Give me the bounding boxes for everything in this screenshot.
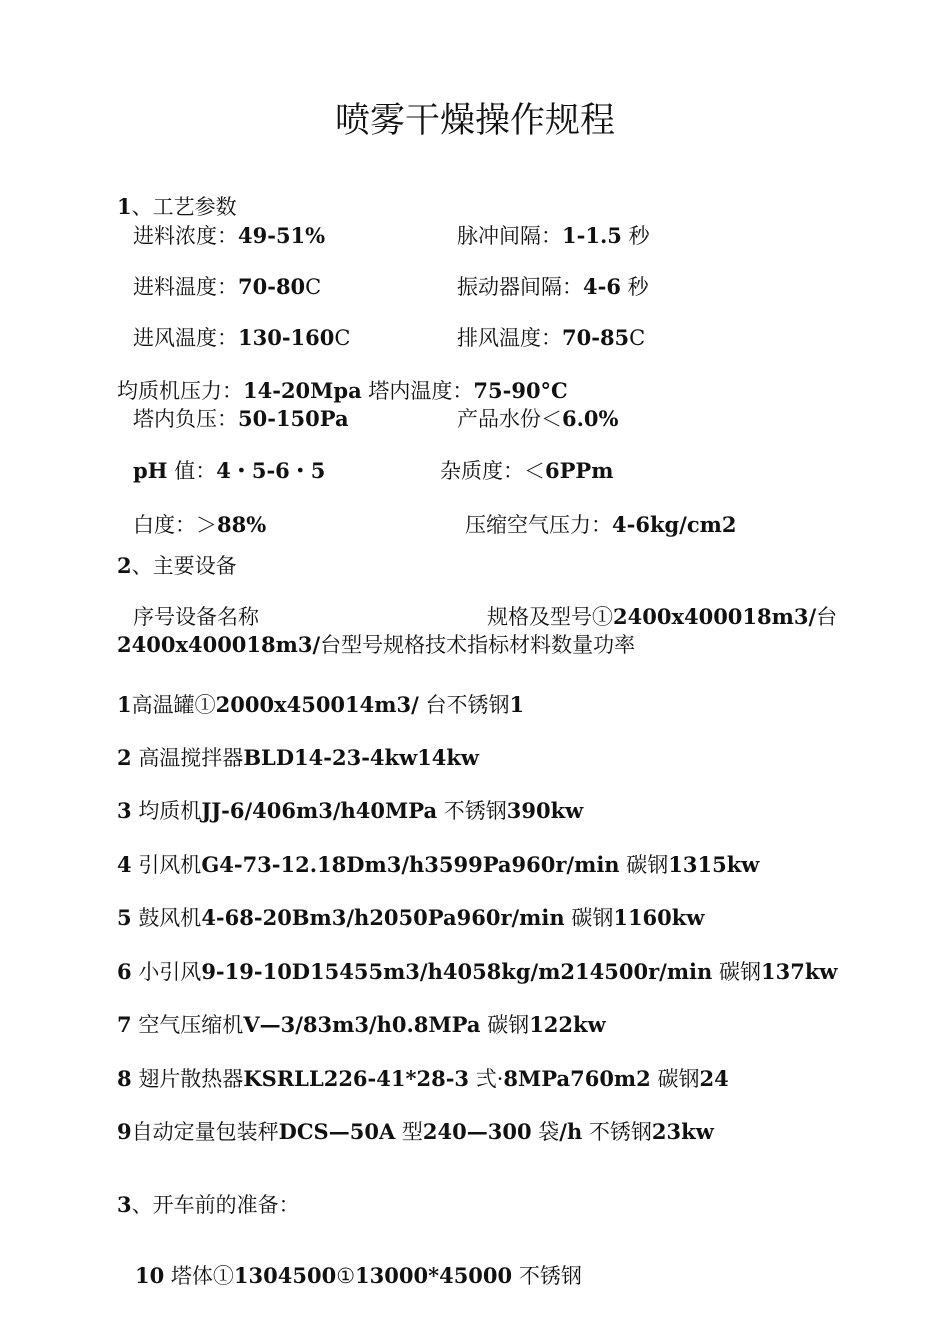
equipment-row	[117, 1118, 714, 1146]
param-label: 振动器间隔：	[457, 275, 583, 299]
param-unit: 秒	[628, 224, 650, 248]
param-value: 1-1.5	[562, 223, 622, 248]
row-text: 塔体①	[170, 1264, 234, 1288]
row-text: 高温罐①	[131, 693, 216, 717]
param-feed-temperature	[133, 273, 321, 301]
row-spec: 240—300	[422, 1119, 532, 1144]
row-spec: 1	[509, 692, 525, 717]
row-text: 型	[401, 1120, 423, 1144]
row-text: 引风机	[138, 853, 202, 877]
row-number: 9	[117, 1119, 132, 1144]
header-text: 规格及型号①	[487, 605, 613, 629]
param-label: 排风温度：	[457, 326, 562, 350]
row-number: 10	[135, 1263, 165, 1288]
param-label: 值：	[174, 459, 217, 483]
param-label: 均质机压力：	[117, 379, 243, 403]
param-feed-concentration	[133, 222, 325, 250]
row-spec: G4-73-12.18Dm3/h3599Pa960r/min	[201, 852, 620, 877]
section-number: 1	[117, 194, 132, 219]
param-unit: C	[629, 326, 646, 350]
param-ph-value	[133, 457, 325, 485]
row-number: 4	[117, 852, 132, 877]
param-unit: C	[305, 275, 322, 299]
param-label: 产品水份＜	[457, 407, 562, 431]
param-exhaust-temperature	[457, 324, 645, 352]
equipment-header-right	[487, 603, 837, 631]
row-text: 翅片散热器	[138, 1067, 244, 1091]
param-value: 70-80	[238, 274, 306, 299]
section-number: 2	[117, 553, 132, 578]
equipment-row	[117, 744, 479, 772]
row-spec: 1315kw	[668, 852, 760, 877]
equipment-header-continued	[117, 631, 635, 659]
row-spec: BLD14-23-4kw14kw	[243, 745, 480, 770]
param-value: 130-160	[238, 325, 335, 350]
param-label: 杂质度：＜	[440, 459, 545, 483]
param-product-moisture	[457, 405, 619, 433]
param-label: 白度：＞	[133, 513, 217, 537]
row-spec: 8MPa760m2	[503, 1066, 651, 1091]
row-text: 空气压缩机	[138, 1013, 244, 1037]
row-text: 小引风	[138, 960, 202, 984]
row-spec: /h	[559, 1119, 583, 1144]
equipment-row	[117, 958, 837, 986]
header-spec: 2400x400018m3/	[613, 604, 817, 629]
row-text: 碳钢	[657, 1067, 700, 1091]
param-value: 6.0%	[562, 406, 619, 431]
param-label: 压缩空气压力：	[465, 513, 612, 537]
row-number: 3	[117, 798, 132, 823]
param-inlet-air-temperature	[133, 324, 350, 352]
section-heading-text: 、工艺参数	[131, 195, 237, 219]
equipment-row	[117, 691, 524, 719]
row-spec: 2000x450014m3/	[215, 692, 419, 717]
row-text: ①	[336, 1264, 356, 1288]
header-spec: 2400x400018m3/	[117, 632, 321, 657]
row-spec: 24	[699, 1066, 729, 1091]
param-label: 塔内温度：	[368, 379, 474, 403]
param-value: 70-85	[562, 325, 630, 350]
param-value: 49-51%	[238, 223, 326, 248]
param-value: 4-6	[583, 274, 621, 299]
row-text: 高温搅拌器	[138, 746, 244, 770]
header-text: 台	[816, 605, 838, 629]
row-spec: 122kw	[529, 1012, 606, 1037]
row-number: 6	[117, 959, 132, 984]
param-value: 6PPm	[545, 458, 614, 483]
section-2-heading	[117, 552, 237, 580]
row-spec: 9-19-10D15455m3/h4058kg/m214500r/min	[201, 959, 713, 984]
param-tower-negative-pressure	[133, 405, 349, 433]
param-label: 进料浓度：	[133, 224, 238, 248]
equipment-row	[117, 904, 704, 932]
param-unit: C	[334, 326, 351, 350]
row-spec: DCS—50A	[278, 1119, 396, 1144]
row-spec: 23kw	[651, 1119, 714, 1144]
page-title: 喷雾干燥操作规程	[334, 101, 615, 141]
param-pulse-interval	[457, 222, 650, 250]
param-value: 4-6kg/cm2	[612, 512, 737, 537]
row-text: 碳钢	[571, 906, 614, 930]
param-label: 进料温度：	[133, 275, 238, 299]
equipment-row	[117, 1011, 606, 1039]
row-spec: 4-68-20Bm3/h2050Pa960r/min	[201, 905, 565, 930]
param-impurity	[440, 457, 613, 485]
row-text: 碳钢	[718, 960, 761, 984]
row-text: 均质机	[138, 799, 202, 823]
equipment-row	[117, 1065, 729, 1093]
param-label: 脉冲间隔：	[457, 224, 562, 248]
row-spec: 1160kw	[613, 905, 705, 930]
row-spec: 137kw	[760, 959, 838, 984]
equipment-row	[117, 851, 759, 879]
row-number: 7	[117, 1012, 132, 1037]
section-3-heading	[117, 1191, 300, 1219]
row-text: 自动定量包装秤	[131, 1120, 279, 1144]
param-label: 塔内负压：	[133, 407, 238, 431]
param-value: 75-90°C	[473, 378, 568, 403]
param-value: 50-150Pa	[238, 406, 349, 431]
param-unit: 秒	[627, 275, 649, 299]
row-spec: 390kw	[506, 798, 584, 823]
section-heading-text: 、主要设备	[131, 554, 237, 578]
param-compressed-air-pressure	[465, 511, 736, 539]
equipment-row-10	[135, 1262, 582, 1290]
row-text: 鼓风机	[138, 906, 202, 930]
section-number: 3	[117, 1192, 132, 1217]
row-text: 碳钢	[487, 1013, 530, 1037]
row-spec: JJ-6/406m3/h40MPa	[201, 798, 438, 823]
section-1-heading	[117, 193, 237, 221]
param-value: 4・5-6・5	[216, 458, 326, 483]
row-text: 不锈钢	[588, 1120, 652, 1144]
row-spec: 13000*45000	[355, 1263, 513, 1288]
param-value: 88%	[217, 512, 267, 537]
row-spec: KSRLL226-41*28-3	[243, 1066, 470, 1091]
row-spec: 1304500	[233, 1263, 337, 1288]
equipment-header-left: 序号设备名称	[133, 605, 259, 629]
row-text: 不锈钢	[518, 1264, 582, 1288]
param-value: 14-20Mpa	[243, 378, 362, 403]
row-text: 不锈钢	[443, 799, 507, 823]
row-number: 2	[117, 745, 132, 770]
param-label: 进风温度：	[133, 326, 238, 350]
row-spec: V—3/83m3/h0.8MPa	[243, 1012, 481, 1037]
row-text: 台不锈钢	[425, 693, 510, 717]
param-vibrator-interval	[457, 273, 649, 301]
row-number: 5	[117, 905, 132, 930]
equipment-row	[117, 797, 583, 825]
param-homogenizer-and-tower-temp	[117, 377, 568, 405]
row-text: 袋	[538, 1120, 560, 1144]
header-text: 台型号规格技术指标材料数量功率	[320, 633, 636, 657]
row-text: 弍·	[475, 1067, 504, 1091]
param-prefix: pH	[133, 458, 168, 483]
row-number: 8	[117, 1066, 132, 1091]
row-number: 1	[117, 692, 132, 717]
param-whiteness	[133, 511, 266, 539]
section-heading-text: 、开车前的准备：	[131, 1193, 300, 1217]
row-text: 碳钢	[626, 853, 669, 877]
